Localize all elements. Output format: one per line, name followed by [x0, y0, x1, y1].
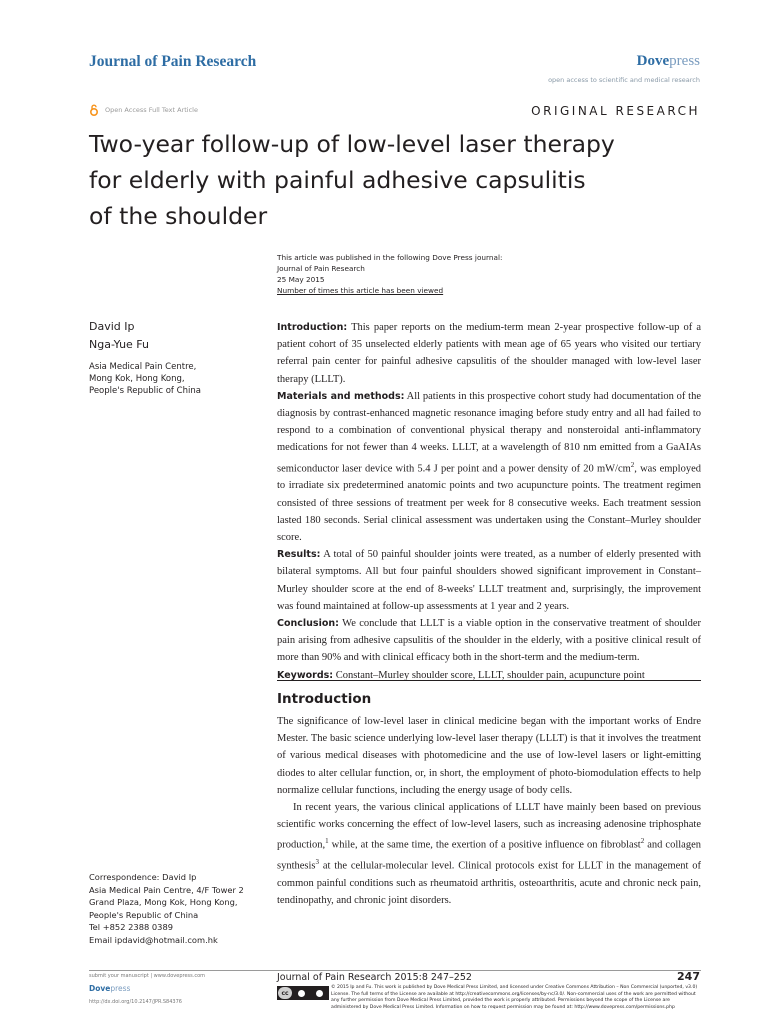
author-name: Nga-Yue Fu — [89, 338, 150, 351]
open-access-text: Open Access Full Text Article — [105, 106, 198, 114]
paragraph-text: In recent years, the various clinical applications of LLLT have mainly been based on previous scientific works concerning the effect of low-level lasers, such as increasing adenosine triphosphate production, — [277, 802, 701, 851]
pub-info-date: 25 May 2015 — [277, 275, 325, 284]
author-list — [89, 318, 149, 354]
correspondence-line: Grand Plaza, Mong Kok, Hong Kong, — [89, 897, 238, 908]
abstract-text: We conclude that LLLT is a viable option in the conservative treatment of shoulder pain arising from adhesive capsulitis of the shoulder in the elderly, with a positive clinical result of more than 90% and with clinical efficacy both in the short-term and the medium-term. — [277, 617, 701, 664]
footer-dovepress-logo[interactable] — [89, 984, 130, 993]
correspondence-email[interactable]: Email ipdavid@hotmail.com.hk — [89, 934, 218, 945]
publisher-tagline: open access to scientific and medical research — [548, 76, 700, 84]
title-line: of the shoulder — [89, 202, 268, 230]
correspondence-line: Correspondence: David Ip — [89, 872, 197, 882]
abstract-results — [277, 546, 701, 615]
affiliation-line: Mong Kok, Hong Kong, — [89, 374, 185, 384]
affiliation-line: Asia Medical Pain Centre, — [89, 362, 197, 372]
paragraph-text: and collagen synthesis — [277, 839, 701, 872]
abstract-introduction — [277, 319, 701, 388]
abstract-keywords — [277, 667, 701, 684]
dovepress-logo[interactable] — [637, 53, 700, 70]
page-number: 247 — [677, 970, 700, 983]
introduction-heading: Introduction — [277, 691, 372, 707]
reference-link[interactable]: 1 — [325, 837, 329, 846]
citation-line: Journal of Pain Research 2015:8 247–252 — [277, 972, 472, 983]
attribution-icon — [298, 990, 305, 997]
reference-link[interactable]: 2 — [640, 837, 645, 846]
creative-commons-badge[interactable] — [277, 986, 329, 1000]
pub-info-line: This article was published in the following Dove Press journal: — [277, 253, 503, 262]
abstract-text: Constant–Murley shoulder score, LLLT, shoulder pain, acupuncture point — [335, 669, 645, 681]
cc-icon: cc — [278, 987, 292, 999]
doi-link[interactable]: http://dx.doi.org/10.2147/JPR.S84376 — [89, 999, 182, 1005]
author-affiliation — [89, 361, 201, 397]
abstract-label: Materials and methods: — [277, 390, 405, 402]
paragraph: The significance of low-level laser in clinical medicine began with the important works of Endre Mester. The basic science underlying low-level laser therapy (LLLT) is that it involves the treatment of various medical diseases with photomedicine and the use of low-level lasers or light-emitting diodes to alter cellular function, or, in short, the employment of photo-biomodulation effects to help normalize cellular functions, including the energy usage of body cells. — [277, 716, 701, 796]
section-label: ORIGINAL RESEARCH — [531, 104, 700, 118]
submit-manuscript-link[interactable]: submit your manuscript | www.dovepress.com — [89, 973, 205, 979]
publication-info — [277, 252, 503, 296]
abstract-text: All patients in this prospective cohort study had documentation of the diagnosis by contrast-enhanced magnetic resonance imaging before study entry and all had failed to respond to a combination of conventional physical therapy and nonsteroidal anti-inflammatory medications for not fewer than 4 weeks. LLLT, at a wavelength of 810 nm emitted from a GaAIAs semiconductor laser device with 5.4 J per point and a power density of 20 mW/cm — [277, 390, 701, 475]
pub-info-journal: Journal of Pain Research — [277, 264, 365, 273]
open-access-icon — [89, 104, 99, 116]
paragraph — [277, 799, 701, 909]
views-link[interactable]: Number of times this article has been viewed — [277, 286, 444, 295]
footer-divider — [89, 970, 701, 971]
abstract — [277, 319, 701, 684]
correspondence-line: Tel +852 2388 0389 — [89, 922, 173, 933]
brand-bold: Dove — [636, 53, 670, 69]
correspondence-line: People's Republic of China — [89, 909, 199, 920]
abstract-text: A total of 50 painful shoulder joints were treated, as a number of elderly presented with bilateral symptoms. All but four painful shoulders showed significant improvement in Constant–Murley shoulder score at the end of 8-weeks' LLLT treatment and, surprisingly, the improvement was found maintained at follow-up assessments at 1 year and 2 years. — [277, 549, 701, 612]
brand-light: press — [669, 53, 700, 69]
abstract-label: Results: — [277, 549, 321, 561]
superscript: 2 — [630, 460, 635, 469]
paragraph-text: at the cellular-molecular level. Clinical protocols exist for LLLT in the management of common painful conditions such as rheumatoid arthritis, osteoarthritis, acute and chronic neck pain, tendinopathy, and chronic joint disorders. — [277, 860, 701, 907]
article-title — [89, 126, 689, 234]
title-line: for elderly with painful adhesive capsulitis — [89, 166, 586, 194]
open-access-label — [89, 104, 198, 116]
correspondence-line: Asia Medical Pain Centre, 4/F Tower 2 — [89, 884, 244, 895]
noncommercial-icon — [316, 990, 323, 997]
paragraph-text: while, at the same time, the exertion of a positive influence on fibroblast — [328, 839, 641, 851]
license-text: © 2015 Ip and Fu. This work is published by Dove Medical Press Limited, and licensed under Creative Commons Attribution – Non Commercial (unported, v3.0) License. The full terms of the License are available at http://creativecommons.org/licenses/by-nc/3.0/. Non-commercial uses of the work are permitted without any further permission from Dove Medical Press Limited, provided the work is properly attributed. Permissions beyond the scope of the License are administered by Dove Medical Press Limited. Information on how to request permission may be found at: http://www.dovepress.com/permissions.php — [331, 985, 698, 1010]
abstract-label: Conclusion: — [277, 617, 339, 629]
abstract-text: This paper reports on the medium-term mean 2-year prospective follow-up of a patient cohort of 35 unselected elderly patients with mean age of 65 years who visited our tertiary referral pain center for painful adhesive capsulitis of the shoulder managed with low-level laser therapy (LLLT). — [277, 322, 701, 385]
reference-link[interactable]: 3 — [315, 858, 320, 867]
abstract-conclusion — [277, 615, 701, 667]
abstract-label: Keywords: — [277, 669, 334, 681]
author-name: David Ip — [89, 320, 135, 333]
journal-title[interactable]: Journal of Pain Research — [89, 53, 257, 70]
abstract-methods — [277, 388, 701, 546]
title-line: Two-year follow-up of low-level laser therapy — [89, 130, 615, 158]
abstract-label: Introduction: — [277, 322, 348, 333]
brand-light: press — [110, 984, 131, 993]
abstract-text: , was employed to irradiate six predetermined anatomic points and two acupuncture points. The treatment regimen consisted of three sessions of treatment per week for 8 consecutive weeks. Each treatment session lasted 180 seconds. Serial clinical assessment was undertaken using the Constant–Murley shoulder score. — [277, 463, 701, 543]
correspondence-block — [89, 871, 244, 947]
license-icons — [292, 987, 328, 999]
brand-bold: Dove — [89, 984, 111, 993]
affiliation-line: People's Republic of China — [89, 386, 201, 396]
section-divider — [277, 680, 701, 681]
introduction-body — [277, 713, 701, 909]
